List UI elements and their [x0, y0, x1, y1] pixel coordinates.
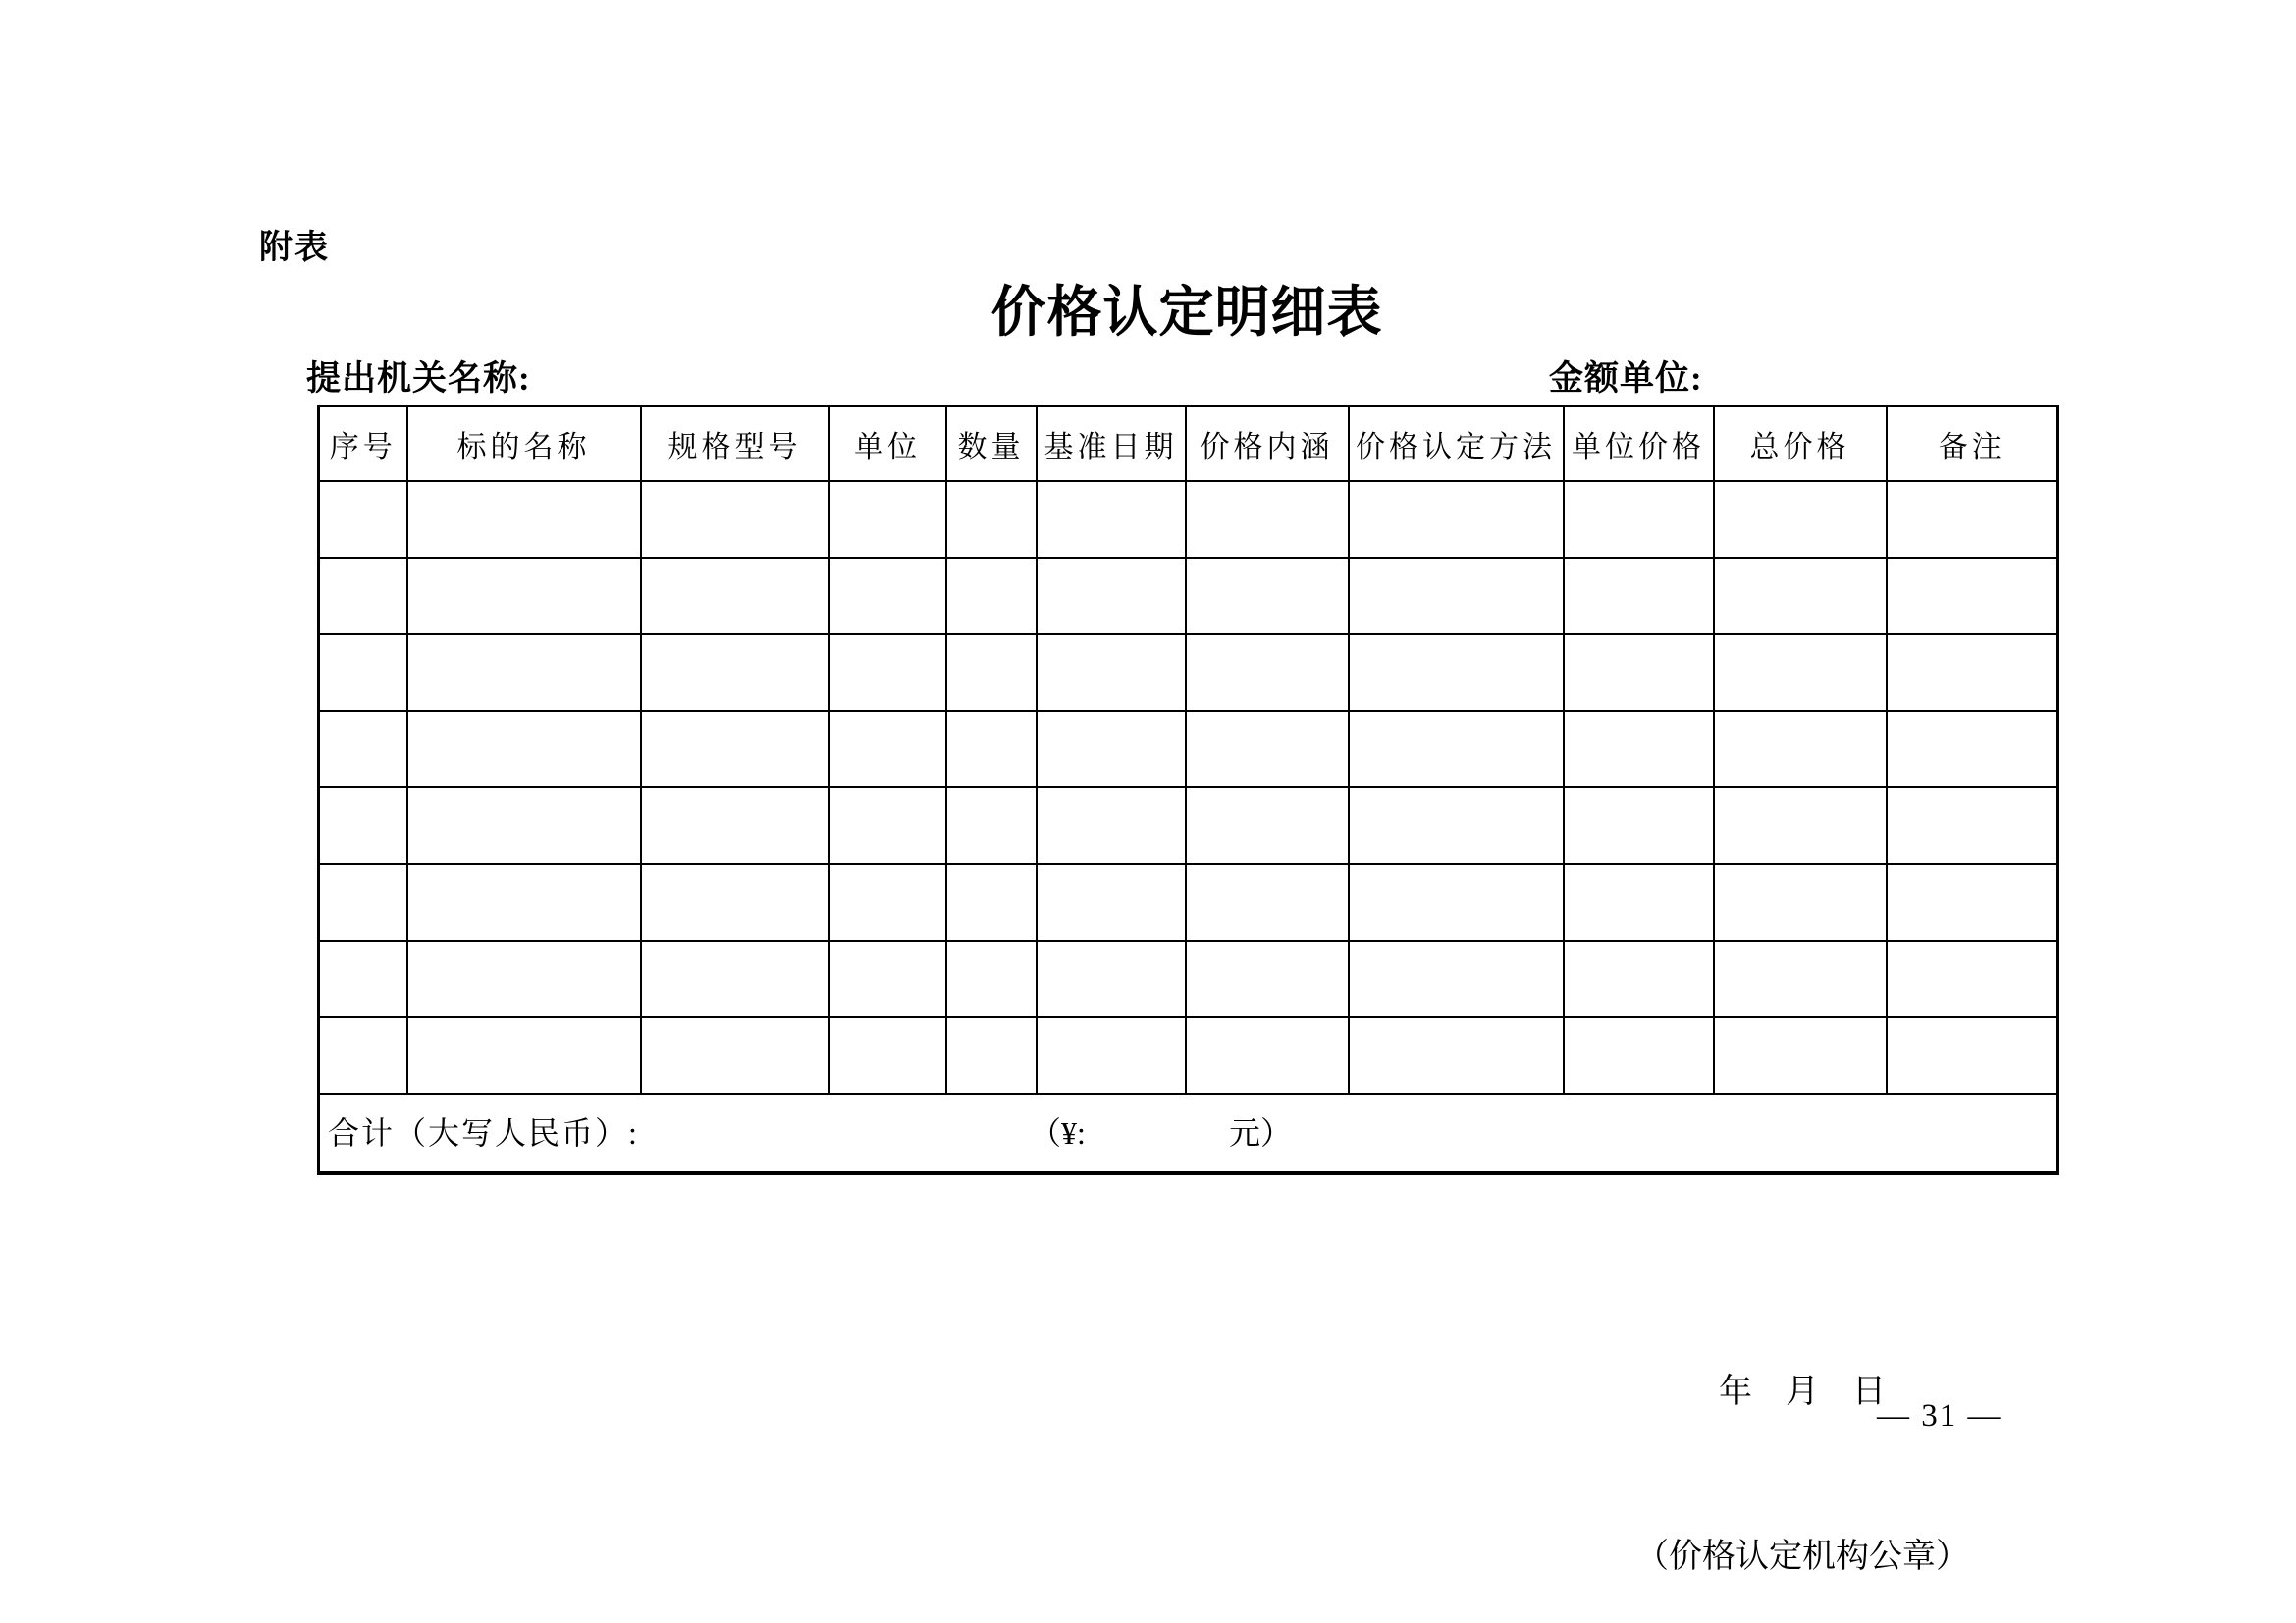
table-cell	[946, 787, 1037, 864]
table-cell	[319, 941, 407, 1017]
table-cell	[946, 481, 1037, 558]
date-line: 年 月 日	[1719, 1374, 1886, 1410]
table-cell	[1714, 558, 1887, 634]
price-detail-table	[317, 405, 2059, 1175]
table-cell	[1887, 711, 2058, 787]
table-cell	[946, 558, 1037, 634]
header-row	[319, 406, 2058, 482]
table-cell	[407, 941, 641, 1017]
table-cell	[1186, 787, 1349, 864]
table-cell	[407, 481, 641, 558]
table-cell	[1186, 1017, 1349, 1094]
table-cell	[829, 787, 946, 864]
currency-amount-open: （¥:	[1030, 1115, 1086, 1151]
table-row	[319, 634, 2058, 711]
table-cell	[1037, 634, 1186, 711]
seal-line: （价格认定机构公章）	[1635, 1539, 1969, 1575]
table-row	[319, 864, 2058, 941]
table-cell	[407, 787, 641, 864]
table-row	[319, 558, 2058, 634]
header-cell-quantity: 数量	[946, 406, 1037, 482]
amount-unit-label: 金额单位:	[1549, 359, 1703, 398]
table-cell	[1714, 787, 1887, 864]
table-cell	[1186, 864, 1349, 941]
header-cell-remarks: 备注	[1887, 406, 2058, 482]
table-cell	[1037, 481, 1186, 558]
table-cell	[1186, 481, 1349, 558]
table-cell	[1349, 941, 1564, 1017]
table-cell	[319, 864, 407, 941]
header-cell-method: 价格认定方法	[1349, 406, 1564, 482]
table-cell	[1349, 1017, 1564, 1094]
table-row	[319, 941, 2058, 1017]
table-row	[319, 481, 2058, 558]
table-cell	[1564, 481, 1714, 558]
table-cell	[1714, 1017, 1887, 1094]
table-cell	[1349, 711, 1564, 787]
table-cell	[1186, 711, 1349, 787]
table-cell	[319, 1017, 407, 1094]
table-cell	[946, 864, 1037, 941]
signature-block	[1620, 1255, 1985, 1623]
table-cell	[829, 1017, 946, 1094]
header-cell-unit-price: 单位价格	[1564, 406, 1714, 482]
header-cell-subject-name: 标的名称	[407, 406, 641, 482]
table-cell	[1037, 864, 1186, 941]
table-cell	[946, 711, 1037, 787]
header-cell-price-connotation: 价格内涵	[1186, 406, 1349, 482]
table-row	[319, 711, 2058, 787]
table-header	[319, 406, 2058, 482]
table-cell	[1186, 941, 1349, 1017]
table-cell	[1186, 558, 1349, 634]
table-cell	[407, 558, 641, 634]
table-cell	[1887, 941, 2058, 1017]
table-cell	[1037, 711, 1186, 787]
table-cell	[1887, 1017, 2058, 1094]
table-cell	[829, 634, 946, 711]
table-cell	[829, 941, 946, 1017]
currency-amount-close: 元）	[1229, 1115, 1293, 1151]
table-cell	[1037, 941, 1186, 1017]
table-cell	[1887, 481, 2058, 558]
table-cell	[319, 558, 407, 634]
table-cell	[641, 634, 829, 711]
table-row	[319, 1017, 2058, 1094]
table-cell	[1887, 634, 2058, 711]
table-cell	[1564, 711, 1714, 787]
table-cell	[1714, 634, 1887, 711]
table-cell	[319, 711, 407, 787]
table-body	[319, 481, 2058, 1094]
table-cell	[946, 634, 1037, 711]
table-cell	[829, 711, 946, 787]
total-cell	[319, 1094, 2058, 1173]
table-cell	[1564, 787, 1714, 864]
table-cell	[1714, 481, 1887, 558]
table-cell	[1186, 634, 1349, 711]
header-cell-total-price: 总价格	[1714, 406, 1887, 482]
header-cell-index: 序号	[319, 406, 407, 482]
table-footer	[319, 1094, 2058, 1173]
table-cell	[1714, 941, 1887, 1017]
header-cell-base-date: 基准日期	[1037, 406, 1186, 482]
table-row	[319, 787, 2058, 864]
header-cell-spec-model: 规格型号	[641, 406, 829, 482]
table-cell	[1564, 558, 1714, 634]
page-number: — 31 —	[1877, 1398, 2002, 1434]
table-cell	[829, 558, 946, 634]
table-cell	[319, 634, 407, 711]
table-cell	[1714, 711, 1887, 787]
table-cell	[407, 864, 641, 941]
table-cell	[641, 1017, 829, 1094]
table-cell	[829, 481, 946, 558]
table-cell	[641, 941, 829, 1017]
table-cell	[1349, 864, 1564, 941]
table-cell	[829, 864, 946, 941]
table-cell	[1349, 558, 1564, 634]
table-cell	[1037, 1017, 1186, 1094]
table-cell	[1564, 941, 1714, 1017]
table-cell	[1564, 1017, 1714, 1094]
table-cell	[641, 787, 829, 864]
table-cell	[1714, 864, 1887, 941]
table-cell	[319, 787, 407, 864]
table-cell	[641, 558, 829, 634]
table-cell	[1349, 634, 1564, 711]
table-cell	[319, 481, 407, 558]
table-cell	[641, 711, 829, 787]
table-cell	[407, 634, 641, 711]
table-cell	[946, 941, 1037, 1017]
table-cell	[1037, 787, 1186, 864]
table-cell	[1564, 634, 1714, 711]
table-cell	[1349, 787, 1564, 864]
org-name-label: 提出机关名称:	[306, 359, 531, 398]
table-cell	[1887, 787, 2058, 864]
table-cell	[1564, 864, 1714, 941]
total-row	[319, 1094, 2058, 1173]
total-label: 合计（大写人民币）:	[328, 1115, 639, 1151]
table-cell	[407, 1017, 641, 1094]
table-cell	[946, 1017, 1037, 1094]
table-cell	[641, 864, 829, 941]
table-cell	[1887, 558, 2058, 634]
page-title: 价格认定明细表	[990, 283, 1383, 344]
table-cell	[1037, 558, 1186, 634]
table-cell	[1887, 864, 2058, 941]
header-cell-unit: 单位	[829, 406, 946, 482]
attachment-label: 附表	[259, 230, 330, 266]
table-cell	[641, 481, 829, 558]
table-cell	[407, 711, 641, 787]
table-cell	[1349, 481, 1564, 558]
